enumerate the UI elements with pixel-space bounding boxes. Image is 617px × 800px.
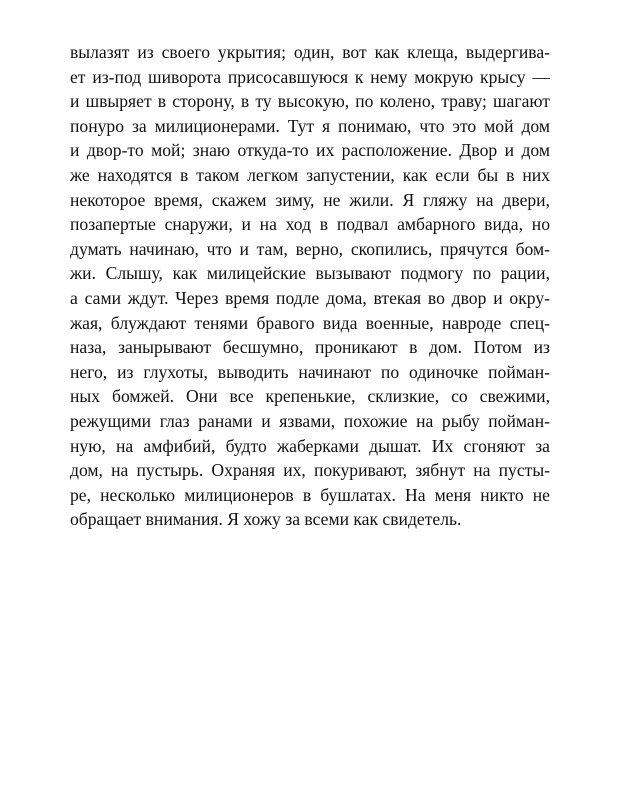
text-line: же находятся в таком легком запустении, как если бы в них [70,164,550,185]
text-line: дом, на пустырь. Охраняя их, покуривают, зябнут на пусты- [70,460,550,481]
text-line: ет из-под шиворота присосавшуюся к нему мокрую крысу — [70,66,550,87]
text-line: позапертые снаружи, и на ход в подвал амбарного вида, но [70,214,550,235]
text-line: и двор-то мой; знаю откуда-то их расположение. Двор и дом [70,140,550,161]
text-line: жая, блуждают тенями бравого вида военные, навроде спец- [70,312,550,333]
text-line: а сами ждут. Через время подле дома, втекая во двор и окру- [70,287,550,308]
text-line: режущими глаз ранами и язвами, похожие на рыбу пойман- [70,410,550,431]
text-line: некоторое время, скажем зиму, не жили. Я гляжу на двери, [70,189,550,210]
body-text [70,40,550,532]
text-line: него, из глухоты, выводить начинают по одиночке поймaн- [70,361,550,382]
text-line: наза, занырывают бесшумно, проникают в дом. Потом из [70,337,550,358]
text-line: ную, на амфибий, будто жаберками дышат. Их сгоняют за [70,435,550,456]
text-line-last: обращает внимания. Я хожу за всеми как свидетель. [70,509,462,530]
text-line: вылазят из своего укрытия; один, вот как клеща, выдергива- [70,42,550,62]
text-line: ре, несколько милиционеров в бушлатах. На меня никто не [70,484,550,505]
text-line: думать начинаю, что и там, верно, скопились, прячутся бом- [70,238,550,259]
text-line: жи. Слышу, как милицейские вызывают подмогу по рации, [70,263,550,284]
text-line: понуро за милиционерами. Тут я понимаю, что это мой дом [70,115,550,136]
text-line: ных бомжей. Они все крепенькие, склизкие, со свежими, [70,386,550,407]
text-line: и швыряет в сторону, в ту высокую, по колено, траву; шагают [70,91,550,112]
